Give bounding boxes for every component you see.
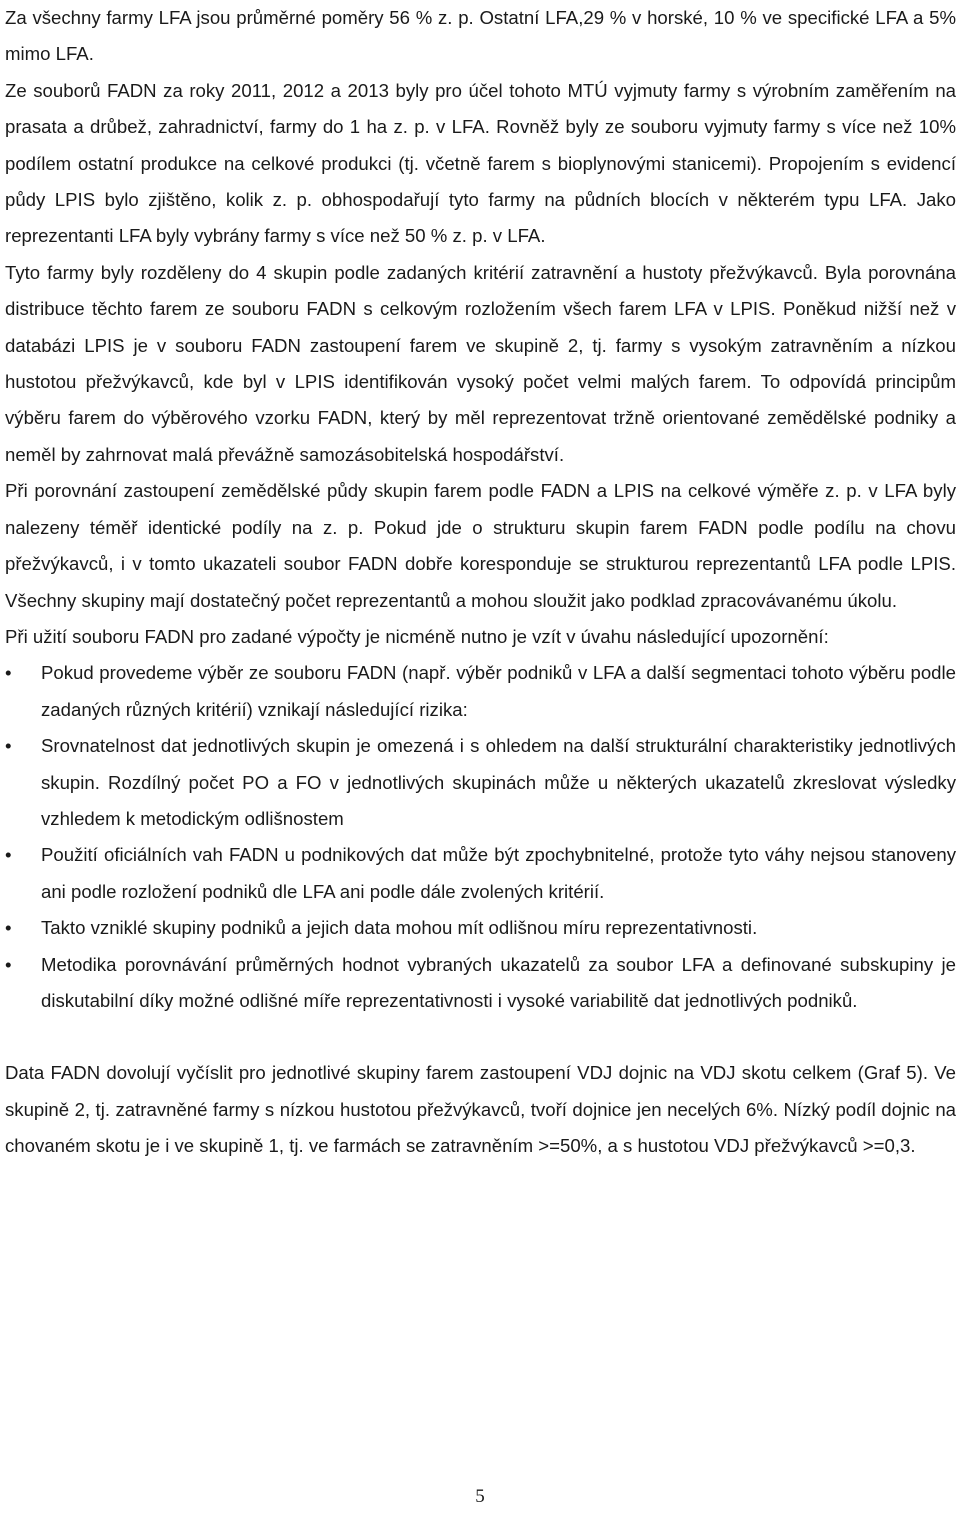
paragraph-lfa-ratios: Za všechny farmy LFA jsou průměrné poměry 56 % z. p. Ostatní LFA,29 % v horské, 10 % ve specifické LFA a 5% mimo LFA. <box>5 7 956 65</box>
list-item <box>5 947 956 1020</box>
list-item <box>5 655 956 728</box>
bullet-icon: • <box>5 953 12 975</box>
list-item <box>5 728 956 837</box>
paragraph-dairy-share: Data FADN dovolují vyčíslit pro jednotlivé skupiny farem zastoupení VDJ dojnic na VDJ skotu celkem (Graf 5). Ve skupině 2, tj. zatravněné farmy s nízkou hustotou přežvýkavců, tvoří dojnice jen necelých 6%. Nízký podíl dojnic na chovaném skotu je i ve skupině 1, tj. ve farmách se zatravněním >=50%, a s hustotou VDJ přežvýkavců >=0,3. <box>5 1062 956 1157</box>
list-item-text: Srovnatelnost dat jednotlivých skupin je omezená i s ohledem na další strukturální charakteristiky jednotlivých skupin. Rozdílný počet PO a FO v jednotlivých skupinách může u některých ukazatelů zkreslovat výsledky vzhledem k metodickým odlišnostem <box>41 735 956 829</box>
paragraph-fadn-exclusions: Ze souborů FADN za roky 2011, 2012 a 2013 byly pro účel tohoto MTÚ vyjmuty farmy s výrobním zaměřením na prasata a drůbež, zahradnictví, farmy do 1 ha z. p. v LFA. Rovněž byly ze souboru vyjmuty farmy s více než 10% podílem ostatní produkce na celkové produkci (tj. včetně farem s bioplynovými stanicemi). Propojením s evidencí půdy LPIS bylo zjištěno, kolik z. p. obhospodařují tyto farmy na půdních blocích v některém typu LFA. Jako reprezentanti LFA byly vybrány farmy s více než 50 % z. p. v LFA. <box>5 79 956 247</box>
paragraph-warnings-intro: Při užití souboru FADN pro zadané výpočty je nicméně nutno je vzít v úvahu následující upozornění: <box>5 625 829 647</box>
list-item-text: Takto vzniklé skupiny podniků a jejich data mohou mít odlišnou míru reprezentativnosti. <box>41 917 758 939</box>
list-item <box>5 910 956 946</box>
paragraph-gap <box>5 1019 956 1055</box>
bullet-icon: • <box>5 735 12 757</box>
page-number: 5 <box>475 1486 485 1507</box>
bullet-icon: • <box>5 662 12 684</box>
list-item <box>5 837 956 910</box>
paragraph-farm-groups: Tyto farmy byly rozděleny do 4 skupin podle zadaných kritérií zatravnění a hustoty přežvýkavců. Byla porovnána distribuce těchto farem ze souboru FADN s celkovým rozložením všech farem LFA v LPIS. Poněkud nižší než v databázi LPIS je v souboru FADN zastoupení farem ve skupině 2, tj. farmy s vysokým zatravněním a nízkou hustotou přežvýkavců, kde byl v LPIS identifikován vysoký počet velmi malých farem. To odpovídá principům výběru farem do výběrového vzorku FADN, který by měl reprezentovat tržně orientované zemědělské podniky a neměl by zahrnovat malá převážně samozásobitelská hospodářství. <box>5 261 956 465</box>
paragraph-lpis-comparison: Při porovnání zastoupení zemědělské půdy skupin farem podle FADN a LPIS na celkové výměře z. p. v LFA byly nalezeny téměř identické podíly na z. p. Pokud jde o strukturu skupin farem FADN podle podílu na chovu přežvýkavců, i v tomto ukazateli soubor FADN dobře koresponduje se strukturou reprezentantů LFA podle LPIS. Všechny skupiny mají dostatečný počet reprezentantů a mohou sloužit jako podklad zpracovávanému úkolu. <box>5 480 956 611</box>
document-page <box>5 0 956 1165</box>
warnings-list <box>5 655 956 1019</box>
list-item-text: Pokud provedeme výběr ze souboru FADN (např. výběr podniků v LFA a další segmentaci tohoto výběru podle zadaných různých kritérií) vznikají následující rizika: <box>41 662 956 720</box>
bullet-icon: • <box>5 844 12 866</box>
bullet-icon: • <box>5 917 12 939</box>
list-item-text: Metodika porovnávání průměrných hodnot vybraných ukazatelů za soubor LFA a definované subskupiny je diskutabilní díky možné odlišné míře reprezentativnosti i vysoké variabilitě dat jednotlivých podniků. <box>41 953 956 1011</box>
list-item-text: Použití oficiálních vah FADN u podnikových dat může být zpochybnitelné, protože tyto váhy nejsou stanoveny ani podle rozložení podniků dle LFA ani podle dále zvolených kritérií. <box>41 844 956 902</box>
